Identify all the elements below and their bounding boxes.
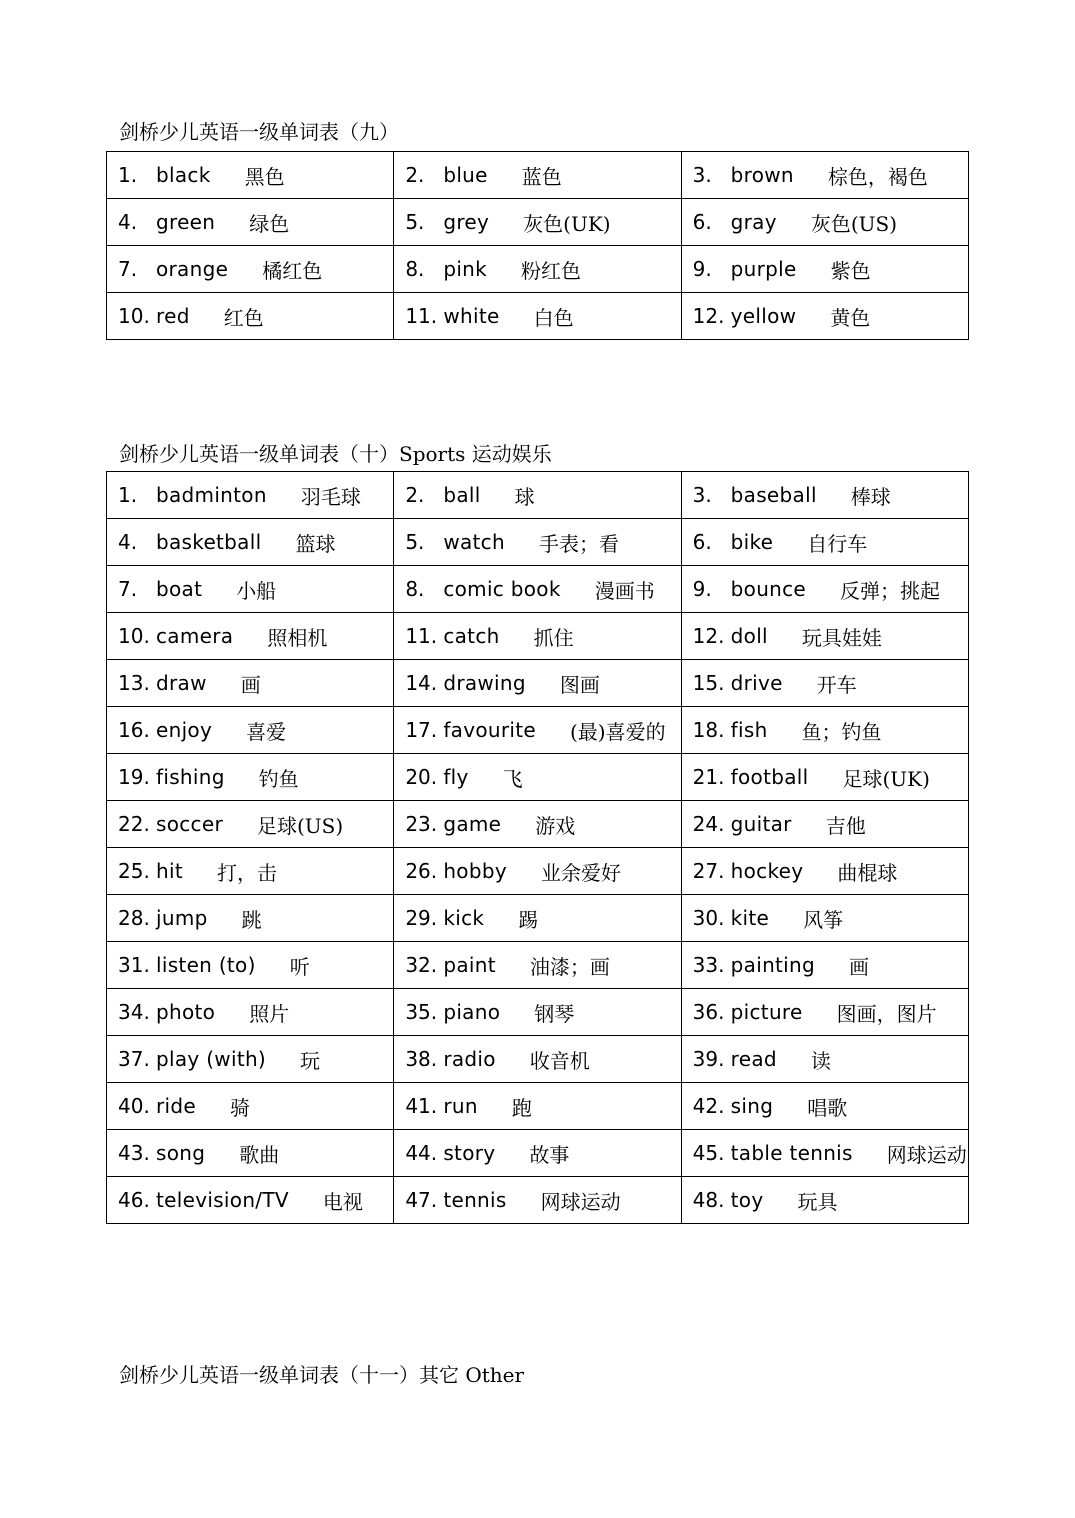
vocab-cell — [681, 566, 968, 613]
chinese-meaning: (最)喜爱的 — [570, 719, 666, 744]
word-number: 7. — [118, 577, 138, 601]
chinese-meaning: 篮球 — [295, 531, 336, 556]
chinese-meaning: 骑 — [229, 1095, 250, 1120]
chinese-meaning: 羽毛球 — [300, 484, 361, 509]
table-row — [107, 801, 969, 848]
vocab-cell — [107, 754, 394, 801]
word-number: 40. — [118, 1094, 150, 1118]
vocab-cell — [681, 660, 968, 707]
english-word: sing — [730, 1094, 774, 1118]
word-number: 11. — [405, 624, 438, 648]
english-word: listen (to) — [156, 953, 256, 977]
word-number: 8. — [405, 257, 425, 281]
word-number: 45. — [692, 1141, 725, 1165]
english-word: television/TV — [156, 1188, 289, 1212]
word-number: 6. — [692, 210, 712, 234]
chinese-meaning: 自行车 — [807, 531, 868, 556]
table-row — [107, 613, 969, 660]
word-number: 7. — [118, 257, 138, 281]
word-number: 4. — [118, 530, 138, 554]
chinese-meaning: 画 — [849, 954, 870, 979]
chinese-meaning: 打，击 — [216, 860, 277, 885]
english-word: fishing — [156, 765, 225, 789]
vocab-cell — [107, 989, 394, 1036]
english-word: doll — [730, 624, 768, 648]
table-row — [107, 895, 969, 942]
word-number: 33. — [692, 953, 725, 977]
chinese-meaning: 风筝 — [803, 907, 844, 932]
english-word: game — [443, 812, 502, 836]
vocab-cell — [107, 707, 394, 754]
word-number: 3. — [692, 163, 712, 187]
word-number: 9. — [692, 257, 712, 281]
english-word: camera — [156, 624, 234, 648]
word-number: 30. — [692, 906, 725, 930]
word-number: 4. — [118, 210, 138, 234]
chinese-meaning: 唱歌 — [807, 1095, 848, 1120]
vocab-cell — [681, 1036, 968, 1083]
english-word: hockey — [730, 859, 804, 883]
vocab-cell — [681, 848, 968, 895]
vocab-cell — [394, 754, 681, 801]
chinese-meaning: 鱼；钓鱼 — [801, 719, 882, 744]
vocab-cell — [394, 707, 681, 754]
vocab-cell — [394, 801, 681, 848]
vocab-cell — [394, 848, 681, 895]
english-word: picture — [730, 1000, 803, 1024]
chinese-meaning: 画 — [240, 672, 261, 697]
word-number: 47. — [405, 1188, 438, 1212]
english-word: badminton — [156, 483, 267, 507]
chinese-meaning: 黑色 — [244, 164, 285, 189]
english-word: boat — [156, 577, 203, 601]
chinese-meaning: 吉他 — [825, 813, 866, 838]
chinese-meaning: 黄色 — [830, 305, 871, 330]
english-word: toy — [730, 1188, 764, 1212]
word-number: 24. — [692, 812, 725, 836]
vocab-cell — [107, 519, 394, 566]
word-number: 5. — [405, 210, 425, 234]
vocab-cell — [681, 754, 968, 801]
word-number: 29. — [405, 906, 438, 930]
word-number: 23. — [405, 812, 438, 836]
vocab-cell — [107, 660, 394, 707]
chinese-meaning: 足球(UK) — [842, 766, 930, 791]
english-word: kite — [730, 906, 770, 930]
english-word: comic book — [443, 577, 561, 601]
english-word: basketball — [156, 530, 262, 554]
english-word: watch — [443, 530, 505, 554]
vocab-cell — [394, 660, 681, 707]
chinese-meaning: 蓝色 — [521, 164, 562, 189]
english-word: fly — [443, 765, 469, 789]
english-word: hit — [156, 859, 183, 883]
chinese-meaning: 反弹；挑起 — [840, 578, 941, 603]
table-row — [107, 1083, 969, 1130]
english-word: pink — [443, 257, 488, 281]
vocab-cell — [394, 613, 681, 660]
vocab-cell — [394, 1083, 681, 1130]
word-number: 28. — [118, 906, 150, 930]
table-row — [107, 566, 969, 613]
vocab-cell — [107, 246, 394, 293]
chinese-meaning: 网球运动 — [540, 1189, 621, 1214]
chinese-meaning: 棕色，褐色 — [827, 164, 928, 189]
word-number: 2. — [405, 163, 425, 187]
english-word: black — [156, 163, 211, 187]
vocab-cell — [681, 293, 968, 340]
vocab-cell — [681, 152, 968, 199]
table-row — [107, 293, 969, 340]
vocab-cell — [107, 1130, 394, 1177]
word-number: 13. — [118, 671, 150, 695]
section-title-other: 剑桥少儿英语一级单词表（十一）其它 Other — [119, 1363, 525, 1387]
word-number: 2. — [405, 483, 425, 507]
word-number: 1. — [118, 163, 138, 187]
english-word: photo — [156, 1000, 216, 1024]
english-word: painting — [730, 953, 816, 977]
chinese-meaning: 油漆；画 — [529, 954, 610, 979]
word-number: 46. — [118, 1188, 150, 1212]
vocab-cell — [394, 246, 681, 293]
english-word: fish — [730, 718, 768, 742]
english-word: read — [730, 1047, 777, 1071]
word-number: 22. — [118, 812, 150, 836]
vocab-cell — [681, 472, 968, 519]
english-word: kick — [443, 906, 485, 930]
english-word: song — [156, 1141, 206, 1165]
table-row — [107, 199, 969, 246]
english-word: paint — [443, 953, 496, 977]
english-word: green — [156, 210, 216, 234]
vocab-cell — [681, 801, 968, 848]
english-word: play (with) — [156, 1047, 267, 1071]
word-number: 27. — [692, 859, 725, 883]
word-number: 26. — [405, 859, 438, 883]
chinese-meaning: 开车 — [816, 672, 857, 697]
vocab-cell — [681, 895, 968, 942]
vocab-cell — [394, 895, 681, 942]
vocab-cell — [394, 199, 681, 246]
vocab-cell — [681, 199, 968, 246]
vocab-cell — [107, 1177, 394, 1224]
english-word: drive — [730, 671, 783, 695]
vocab-cell — [107, 566, 394, 613]
chinese-meaning: 红色 — [223, 305, 264, 330]
chinese-meaning: 游戏 — [535, 813, 576, 838]
chinese-meaning: 手表；看 — [538, 531, 619, 556]
vocab-cell — [681, 707, 968, 754]
word-number: 8. — [405, 577, 425, 601]
table-row — [107, 152, 969, 199]
word-number: 25. — [118, 859, 150, 883]
english-word: piano — [443, 1000, 501, 1024]
table-row — [107, 246, 969, 293]
word-number: 11. — [405, 304, 438, 328]
english-word: catch — [443, 624, 500, 648]
word-number: 12. — [692, 304, 725, 328]
chinese-meaning: 漫画书 — [594, 578, 655, 603]
word-number: 16. — [118, 718, 150, 742]
chinese-meaning: 绿色 — [249, 211, 290, 236]
english-word: blue — [443, 163, 488, 187]
chinese-meaning: 灰色(UK) — [523, 211, 611, 236]
chinese-meaning: 钢琴 — [534, 1001, 575, 1026]
chinese-meaning: 喜爱 — [246, 719, 287, 744]
english-word: table tennis — [730, 1141, 853, 1165]
table-row — [107, 848, 969, 895]
word-number: 18. — [692, 718, 725, 742]
chinese-meaning: 故事 — [529, 1142, 570, 1167]
chinese-meaning: 电视 — [322, 1189, 363, 1214]
chinese-meaning: 图画 — [559, 672, 600, 697]
word-number: 20. — [405, 765, 438, 789]
chinese-meaning: 足球(US) — [256, 813, 344, 838]
english-word: baseball — [730, 483, 817, 507]
english-word: bounce — [730, 577, 807, 601]
chinese-meaning: 歌曲 — [239, 1142, 280, 1167]
chinese-meaning: 读 — [810, 1048, 831, 1073]
word-number: 41. — [405, 1094, 438, 1118]
word-number: 14. — [405, 671, 438, 695]
table-row — [107, 989, 969, 1036]
vocab-cell — [394, 293, 681, 340]
word-number: 5. — [405, 530, 425, 554]
word-number: 39. — [692, 1047, 725, 1071]
chinese-meaning: 跑 — [511, 1095, 532, 1120]
english-word: soccer — [156, 812, 223, 836]
english-word: brown — [730, 163, 794, 187]
english-word: story — [443, 1141, 496, 1165]
table-row — [107, 942, 969, 989]
word-number: 34. — [118, 1000, 150, 1024]
chinese-meaning: 紫色 — [830, 258, 871, 283]
vocab-cell — [681, 942, 968, 989]
chinese-meaning: 业余爱好 — [540, 860, 621, 885]
english-word: grey — [443, 210, 490, 234]
table-row — [107, 707, 969, 754]
english-word: run — [443, 1094, 478, 1118]
chinese-meaning: 小船 — [236, 578, 277, 603]
word-number: 9. — [692, 577, 712, 601]
table-row — [107, 660, 969, 707]
english-word: red — [156, 304, 190, 328]
vocab-cell — [107, 613, 394, 660]
vocab-cell — [681, 246, 968, 293]
chinese-meaning: 橘红色 — [262, 258, 323, 283]
word-number: 12. — [692, 624, 725, 648]
english-word: orange — [156, 257, 229, 281]
chinese-meaning: 图画，图片 — [836, 1001, 937, 1026]
vocab-cell — [681, 1083, 968, 1130]
english-word: gray — [730, 210, 777, 234]
english-word: radio — [443, 1047, 496, 1071]
chinese-meaning: 钓鱼 — [258, 766, 299, 791]
vocab-cell — [681, 1130, 968, 1177]
chinese-meaning: 收音机 — [529, 1048, 590, 1073]
table-row — [107, 754, 969, 801]
word-number: 37. — [118, 1047, 150, 1071]
vocab-cell — [107, 801, 394, 848]
vocab-cell — [394, 942, 681, 989]
chinese-meaning: 跳 — [241, 907, 262, 932]
chinese-meaning: 踢 — [518, 907, 539, 932]
english-word: white — [443, 304, 500, 328]
table-row — [107, 1177, 969, 1224]
word-number: 10. — [118, 624, 150, 648]
chinese-meaning: 球 — [514, 484, 535, 509]
vocab-cell — [107, 152, 394, 199]
vocab-cell — [681, 989, 968, 1036]
vocab-cell — [394, 989, 681, 1036]
vocab-cell — [681, 1177, 968, 1224]
vocab-cell — [394, 152, 681, 199]
chinese-meaning: 粉红色 — [521, 258, 582, 283]
english-word: tennis — [443, 1188, 507, 1212]
vocab-cell — [107, 1036, 394, 1083]
english-word: bike — [730, 530, 774, 554]
chinese-meaning: 听 — [289, 954, 310, 979]
vocab-cell — [394, 1036, 681, 1083]
english-word: draw — [156, 671, 207, 695]
vocab-cell — [394, 472, 681, 519]
english-word: guitar — [730, 812, 792, 836]
chinese-meaning: 照相机 — [267, 625, 328, 650]
vocab-cell — [107, 472, 394, 519]
section-title-colors: 剑桥少儿英语一级单词表（九） — [119, 120, 399, 144]
word-number: 3. — [692, 483, 712, 507]
word-number: 32. — [405, 953, 438, 977]
english-word: ride — [156, 1094, 196, 1118]
word-number: 17. — [405, 718, 438, 742]
table-row — [107, 472, 969, 519]
chinese-meaning: 玩 — [300, 1048, 321, 1073]
vocab-cell — [394, 566, 681, 613]
section-title-sports: 剑桥少儿英语一级单词表（十）Sports 运动娱乐 — [119, 442, 552, 466]
vocab-cell — [681, 613, 968, 660]
chinese-meaning: 网球运动 — [886, 1142, 967, 1167]
word-number: 10. — [118, 304, 150, 328]
chinese-meaning: 飞 — [502, 766, 523, 791]
word-number: 36. — [692, 1000, 725, 1024]
word-number: 42. — [692, 1094, 725, 1118]
vocab-cell — [394, 519, 681, 566]
table-row — [107, 519, 969, 566]
word-number: 43. — [118, 1141, 150, 1165]
vocab-cell — [107, 199, 394, 246]
vocab-cell — [681, 519, 968, 566]
english-word: yellow — [730, 304, 797, 328]
english-word: football — [730, 765, 809, 789]
vocab-cell — [107, 293, 394, 340]
chinese-meaning: 抓住 — [533, 625, 574, 650]
english-word: drawing — [443, 671, 526, 695]
vocab-cell — [107, 895, 394, 942]
english-word: purple — [730, 257, 797, 281]
vocab-cell — [394, 1130, 681, 1177]
word-number: 6. — [692, 530, 712, 554]
word-number: 35. — [405, 1000, 438, 1024]
english-word: favourite — [443, 718, 536, 742]
word-number: 21. — [692, 765, 725, 789]
word-number: 31. — [118, 953, 150, 977]
english-word: ball — [443, 483, 481, 507]
vocab-table-sports — [106, 471, 969, 1224]
word-number: 48. — [692, 1188, 725, 1212]
chinese-meaning: 白色 — [533, 305, 574, 330]
english-word: hobby — [443, 859, 507, 883]
table-row — [107, 1036, 969, 1083]
word-number: 1. — [118, 483, 138, 507]
word-number: 15. — [692, 671, 725, 695]
word-number: 38. — [405, 1047, 438, 1071]
vocab-cell — [107, 942, 394, 989]
vocab-cell — [394, 1177, 681, 1224]
table-row — [107, 1130, 969, 1177]
chinese-meaning: 曲棍球 — [837, 860, 898, 885]
chinese-meaning: 棒球 — [850, 484, 891, 509]
word-number: 44. — [405, 1141, 438, 1165]
english-word: jump — [156, 906, 208, 930]
word-number: 19. — [118, 765, 150, 789]
chinese-meaning: 灰色(US) — [810, 211, 898, 236]
english-word: enjoy — [156, 718, 213, 742]
vocab-cell — [107, 848, 394, 895]
vocab-table-colors — [106, 151, 969, 340]
chinese-meaning: 玩具娃娃 — [801, 625, 882, 650]
chinese-meaning: 玩具 — [797, 1189, 838, 1214]
vocab-cell — [107, 1083, 394, 1130]
chinese-meaning: 照片 — [249, 1001, 290, 1026]
